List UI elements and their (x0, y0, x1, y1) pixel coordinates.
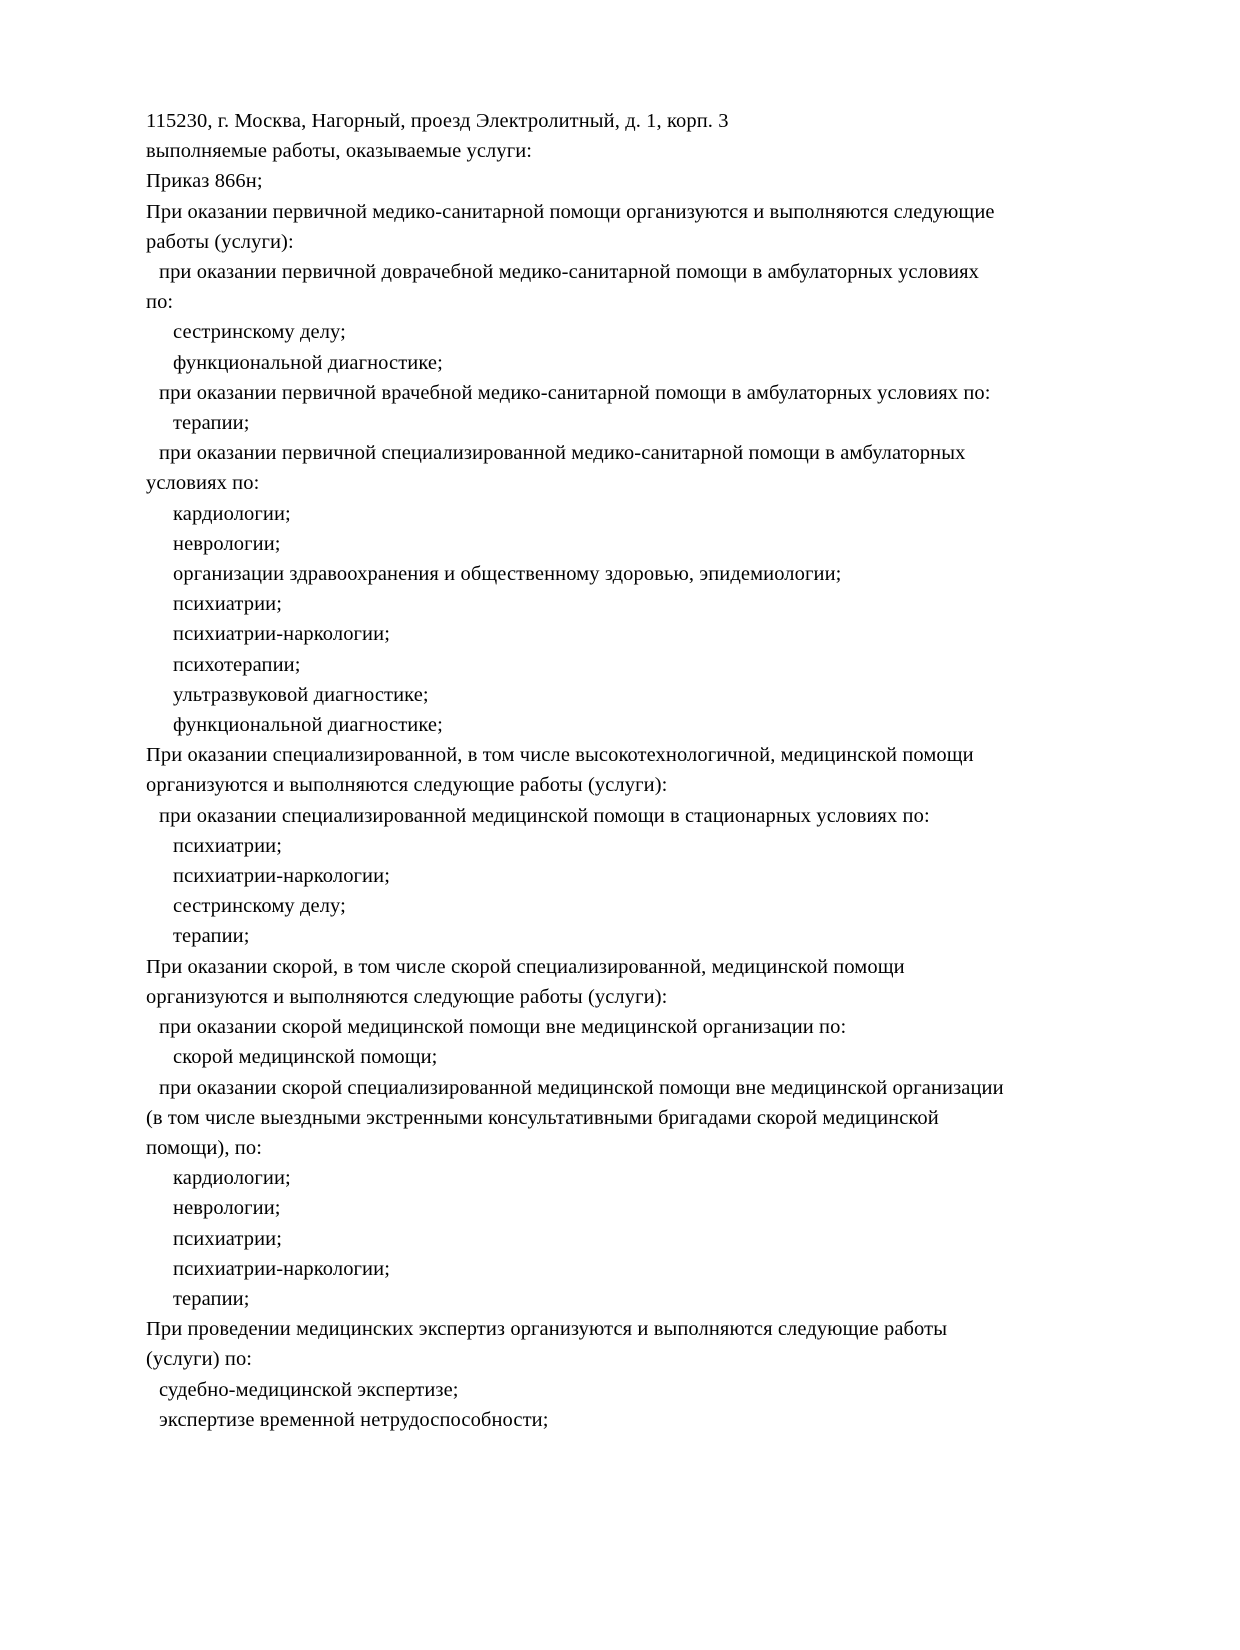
text-line: функциональной диагностике; (173, 714, 443, 737)
text-line: кардиологии; (173, 502, 291, 525)
text-line: терапии; (173, 412, 250, 435)
text-line: при оказании скорой специализированной медицинской помощи вне медицинской организации (159, 1076, 1004, 1099)
text-line: при оказании первичной врачебной медико-санитарной помощи в амбулаторных условиях по: (159, 381, 991, 404)
text-line: при оказании скорой медицинской помощи вне медицинской организации по: (159, 1016, 847, 1039)
text-line: кардиологии; (173, 1167, 291, 1190)
text-line: сестринскому делу; (173, 321, 346, 344)
text-line: При оказании специализированной, в том числе высокотехнологичной, медицинской помощи (146, 744, 974, 767)
text-line: функциональной диагностике; (173, 351, 443, 374)
text-line: психиатрии; (173, 1227, 283, 1250)
text-line: ультразвуковой диагностике; (173, 683, 429, 706)
text-line: судебно-медицинской экспертизе; (159, 1378, 459, 1401)
text-line: организации здравоохранения и общественному здоровью, эпидемиологии; (173, 563, 842, 586)
text-line: терапии; (173, 925, 250, 948)
text-line: психотерапии; (173, 653, 301, 676)
text-line: (в том числе выездными экстренными консультативными бригадами скорой медицинской (146, 1106, 939, 1129)
document-lines (146, 106, 1206, 1435)
text-line: выполняемые работы, оказываемые услуги: (146, 140, 533, 163)
text-line: условиях по: (146, 472, 260, 495)
text-line: при оказании первичной доврачебной медико-санитарной помощи в амбулаторных условиях (159, 261, 980, 284)
text-line: психиатрии-наркологии; (173, 1257, 390, 1280)
text-line: скорой медицинской помощи; (173, 1046, 438, 1069)
text-line: При оказании скорой, в том числе скорой специализированной, медицинской помощи (146, 955, 905, 978)
text-line: психиатрии; (173, 593, 283, 616)
text-line: неврологии; (173, 532, 281, 555)
text-line: при оказании специализированной медицинской помощи в стационарных условиях по: (159, 804, 930, 827)
text-line: работы (услуги): (146, 230, 294, 253)
text-line: психиатрии; (173, 834, 283, 857)
text-line: психиатрии-наркологии; (173, 623, 390, 646)
text-line: психиатрии-наркологии; (173, 865, 390, 888)
text-line: экспертизе временной нетрудоспособности; (159, 1408, 549, 1431)
text-line: терапии; (173, 1287, 250, 1310)
text-line: Приказ 866н; (146, 170, 263, 193)
text-line: помощи), по: (146, 1136, 263, 1159)
text-line: При проведении медицинских экспертиз организуются и выполняются следующие работы (146, 1318, 948, 1341)
text-line: неврологии; (173, 1197, 281, 1220)
text-line: сестринскому делу; (173, 895, 346, 918)
text-line: при оказании первичной специализированной медико-санитарной помощи в амбулаторных (159, 442, 966, 465)
text-line: организуются и выполняются следующие работы (услуги): (146, 985, 668, 1008)
text-line: организуются и выполняются следующие работы (услуги): (146, 774, 668, 797)
text-line: по: (146, 291, 174, 314)
text-line: (услуги) по: (146, 1348, 253, 1371)
text-line: При оказании первичной медико-санитарной помощи организуются и выполняются следующие (146, 200, 995, 223)
text-line: 115230, г. Москва, Нагорный, проезд Электролитный, д. 1, корп. 3 (146, 110, 729, 132)
